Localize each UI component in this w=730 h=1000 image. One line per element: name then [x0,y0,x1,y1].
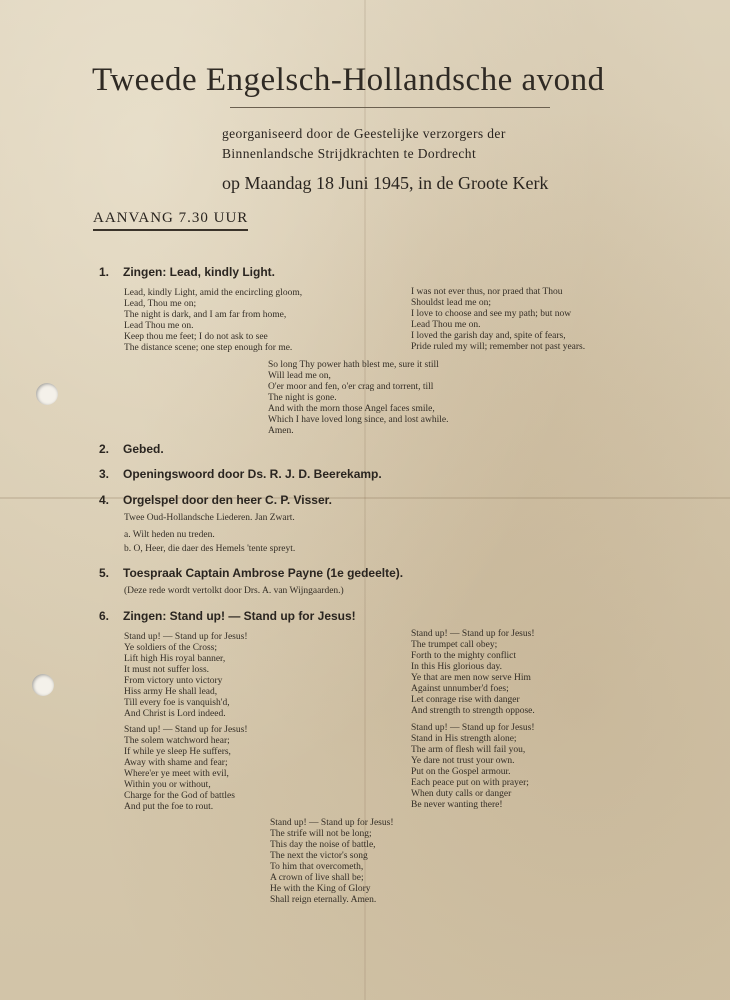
subtitle-line-2: Binnenlandsche Strijdkrachten te Dordrecht [222,146,477,161]
sub-item: a. Wilt heden nu treden. [124,530,215,540]
item-note: (Deze rede wordt vertolkt door Drs. A. van Wijngaarden.) [124,586,344,596]
item-note: Twee Oud-Hollandsche Liederen. Jan Zwart. [124,513,295,523]
item-number: 2. [99,442,110,456]
program-item-2 [99,442,164,456]
item-number: 1. [99,265,110,279]
item-number: 5. [99,566,110,580]
item-number: 6. [99,609,110,623]
program-item-5 [99,566,403,580]
hymn-verse: Stand up! — Stand up for Jesus! The strife will not be long; This day the noise of battle, The next the victor's song To him that overcometh, A crown of live shall be; He with the King of Glory Shall reign eternally. Amen. [270,818,394,905]
page-title: Tweede Engelsch-Hollandsche avond [92,62,605,98]
hymn-verse: Stand up! — Stand up for Jesus! Stand in His strength alone; The arm of flesh will fail you, Ye dare not trust your own. Put on the Gospel armour. Each peace put on with prayer; When duty calls or danger Be never wanting there! [411,723,535,810]
event-date: op Maandag 18 Juni 1945, in de Groote Kerk [222,173,549,193]
item-title: Zingen: Stand up! — Stand up for Jesus! [123,609,356,623]
hymn-verse: Lead, kindly Light, amid the encircling gloom, Lead, Thou me on; The night is dark, and I am far from home, Lead Thou me on. Keep thou me feet; I do not ask to see The distance scene; one step enough for me. [124,288,303,353]
item-title: Toespraak Captain Ambrose Payne (1e gedeelte). [123,566,404,580]
hymn-verse: So long Thy power hath blest me, sure it still Will lead me on, O'er moor and fen, o'er crag and torrent, till The night is gone. And with the morn those Angel faces smile, Which I have loved long since, and lost awhile. Amen. [268,360,449,436]
program-item-3 [99,467,382,481]
hymn-verse: Stand up! — Stand up for Jesus! Ye soldiers of the Cross; Lift high His royal banner, It must not suffer loss. From victory unto victory Hiss army He shall lead, Till every foe is vanquish'd, And Christ is Lord indeed. [124,632,248,719]
title-underline [230,107,550,108]
program-item-6 [99,609,356,623]
item-number: 3. [99,467,110,481]
item-number: 4. [99,493,110,507]
item-title: Orgelspel door den heer C. P. Visser. [123,493,332,507]
subtitle-line-1: georganiseerd door de Geestelijke verzorgers der [222,126,506,141]
punch-hole [36,383,58,405]
start-time: AANVANG 7.30 UUR [93,210,248,231]
item-title: Zingen: Lead, kindly Light. [123,265,275,279]
sub-item: b. O, Heer, die daer des Hemels 'tente spreyt. [124,544,296,554]
program-item-4 [99,493,332,507]
hymn-verse: Stand up! — Stand up for Jesus! The solem watchword hear; If while ye sleep He suffers, Away with shame and fear; Where'er ye meet with evil, Within you or without, Charge for the God of battles And put the foe to rout. [124,725,248,812]
item-title: Gebed. [123,442,164,456]
punch-hole [32,674,54,696]
item-title: Openingswoord door Ds. R. J. D. Beerekamp. [123,467,382,481]
program-item-1 [99,265,275,279]
hymn-verse: Stand up! — Stand up for Jesus! The trumpet call obey; Forth to the mighty conflict In this His glorious day. Ye that are men now serve Him Against unnumber'd foes; Let conrage rise with danger And strength to strength oppose. [411,629,535,716]
hymn-verse: I was not ever thus, nor praed that Thou Shouldst lead me on; I love to choose and see my path; but now Lead Thou me on. I loved the garish day and, spite of fears, Pride ruled my will; remember not past years. [411,287,586,352]
